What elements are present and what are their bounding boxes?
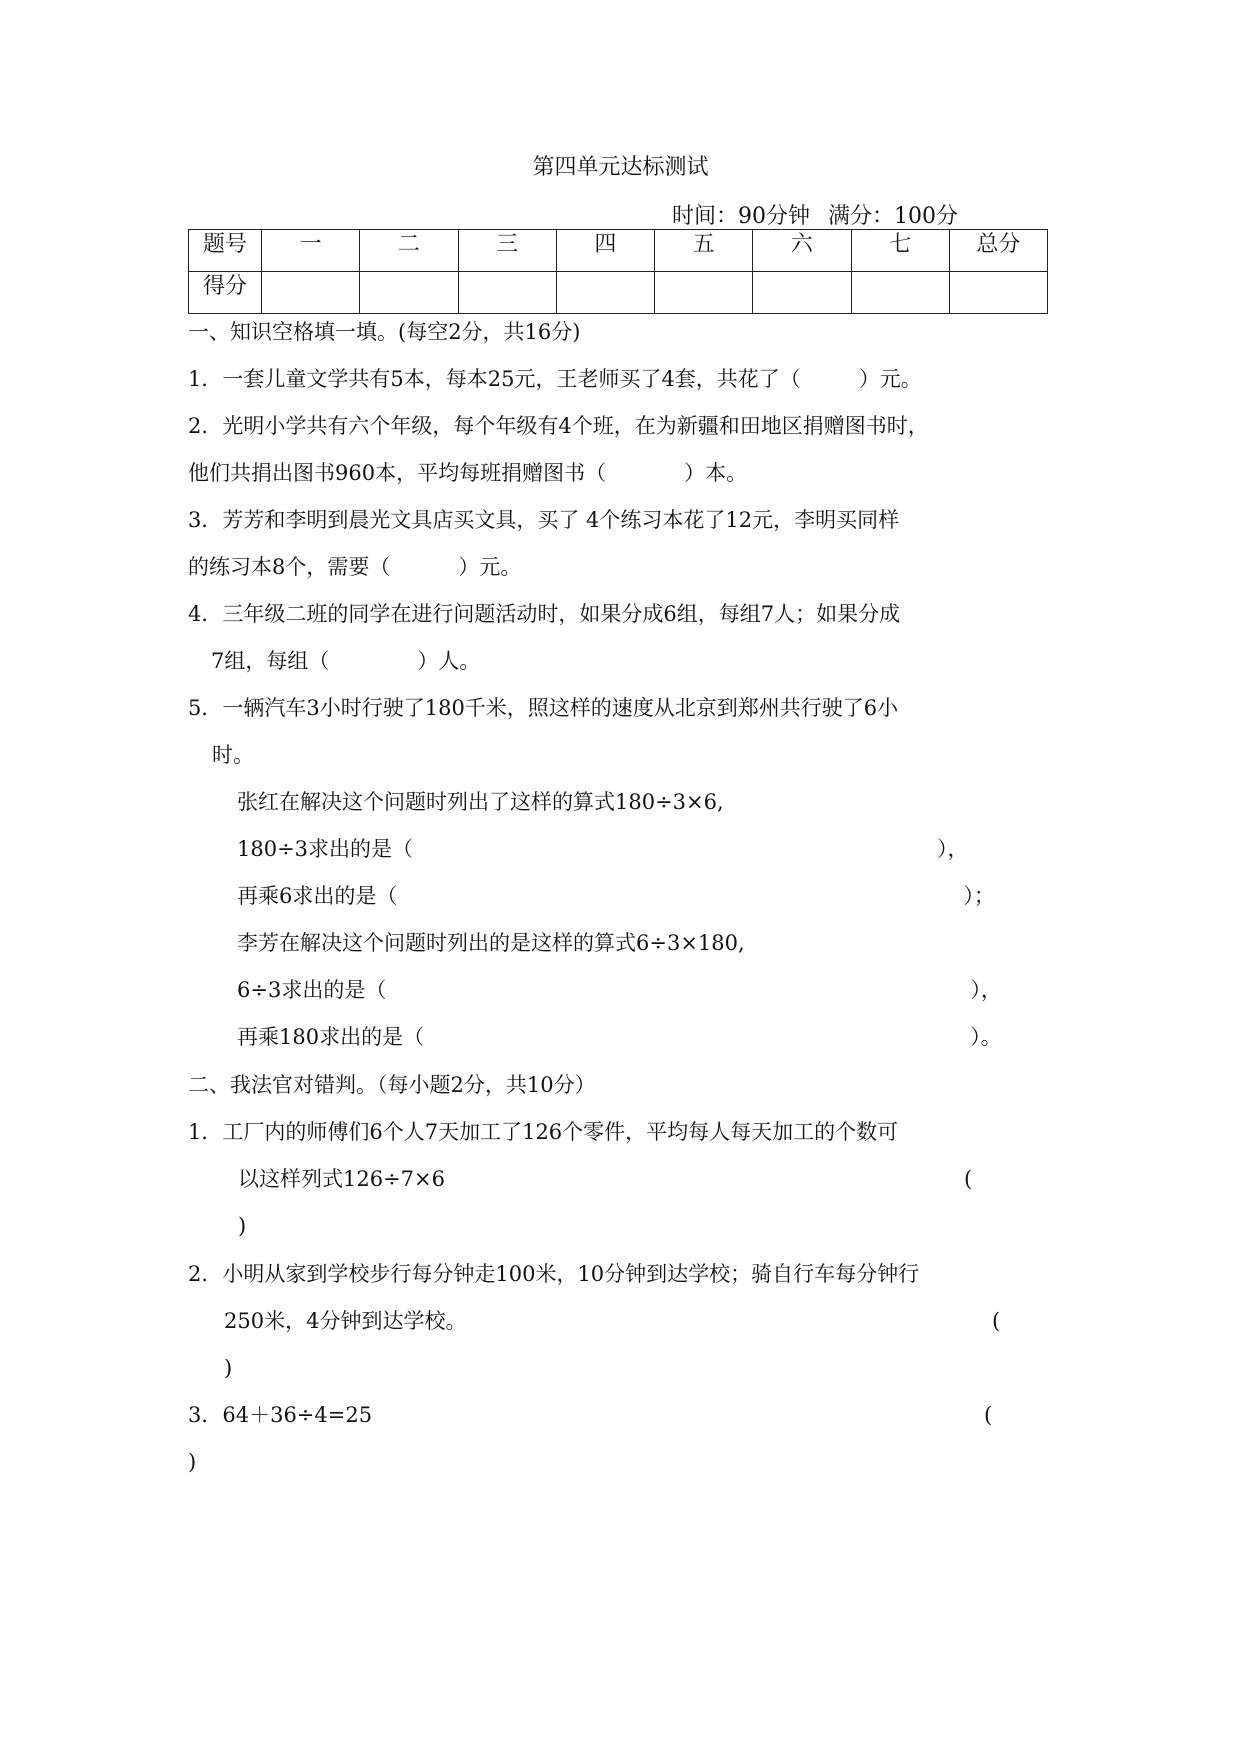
q1-5-sub1-text: 180÷3求出的是（ — [237, 837, 414, 861]
q1-5-sub1 — [237, 839, 969, 860]
q1-3-line2 — [188, 557, 521, 578]
q2-1-answer-close: ) — [238, 1214, 247, 1238]
q1-5-sub2 — [237, 886, 995, 907]
score-table-header-cell: 二 — [360, 230, 458, 272]
score-row-label: 得分 — [189, 272, 262, 314]
score-table-header-cell: 题号 — [189, 230, 262, 272]
score-table-header-cell: 一 — [262, 230, 360, 272]
q1-5-sub3-text: 6÷3求出的是（ — [237, 978, 387, 1002]
q1-5-sub4-end: ）。 — [970, 1025, 1002, 1049]
q1-5-sub2-end: ）； — [963, 884, 995, 908]
score-cell[interactable] — [655, 272, 753, 314]
score-table-score-row — [189, 272, 1048, 314]
score-cell[interactable] — [753, 272, 851, 314]
q1-2-text-end: ）本。 — [684, 461, 748, 485]
q1-5-lifang-formula: 李芳在解决这个问题时列出的是这样的算式6÷3×180, — [237, 931, 745, 955]
q2-1-answer-open[interactable]: ( — [964, 1167, 973, 1191]
q1-5-sub4-text: 再乘180求出的是（ — [237, 1025, 425, 1049]
q2-3-line1: 3．64＋36÷4=25 — [188, 1403, 373, 1427]
q1-5-sub1-end: ）， — [937, 837, 969, 861]
q1-1-text-end: ）元。 — [858, 367, 922, 391]
q1-3-text: 的练习本8个，需要（ — [188, 555, 391, 579]
score-cell[interactable] — [360, 272, 458, 314]
section1-heading: 一、知识空格填一填。(每空2分，共16分) — [188, 320, 581, 344]
q1-5-sub4 — [237, 1027, 1002, 1048]
exam-full-score: 满分：100分 — [828, 204, 958, 229]
score-table-header-cell: 六 — [753, 230, 851, 272]
exam-meta — [672, 206, 958, 228]
score-table — [188, 229, 1048, 314]
q2-2-answer-open[interactable]: ( — [992, 1309, 1001, 1333]
score-table-header-cell: 三 — [458, 230, 556, 272]
q1-4-line2 — [211, 651, 480, 672]
q1-4-text: 7组，每组（ — [211, 649, 330, 673]
q2-1-line1: 1．工厂内的师傅们6个人7天加工了126个零件，平均每人每天加工的个数可 — [188, 1120, 899, 1144]
score-cell[interactable] — [262, 272, 360, 314]
q1-2-line2 — [188, 463, 747, 484]
section2-heading: 二、我法官对错判。（每小题2分，共10分） — [188, 1073, 596, 1097]
q1-3-text-end: ）元。 — [458, 555, 522, 579]
score-table-header-cell: 五 — [655, 230, 753, 272]
q1-3-line1: 3．芳芳和李明到晨光文具店买文具，买了 4个练习本花了12元，李明买同样 — [188, 508, 900, 532]
q1-5-sub2-text: 再乘6求出的是（ — [237, 884, 398, 908]
q1-5-line2: 时。 — [212, 743, 254, 767]
q1-5-zhanghong-formula: 张红在解决这个问题时列出了这样的算式180÷3×6, — [237, 790, 724, 814]
q1-5-line1: 5．一辆汽车3小时行驶了180千米，照这样的速度从北京到郑州共行驶了6小 — [188, 696, 899, 720]
q1-2-line1: 2．光明小学共有六个年级，每个年级有4个班，在为新疆和田地区捐赠图书时， — [188, 414, 929, 438]
score-cell[interactable] — [556, 272, 654, 314]
q2-3-answer-open[interactable]: ( — [984, 1403, 993, 1427]
score-table-header-cell: 四 — [556, 230, 654, 272]
q1-4-line1: 4．三年级二班的同学在进行问题活动时，如果分成6组，每组7人；如果分成 — [188, 602, 901, 626]
q2-2-answer-close: ) — [224, 1356, 233, 1380]
q1-1-text: 1．一套儿童文学共有5本，每本25元，王老师买了4套，共花了（ — [188, 367, 801, 391]
score-table-header-row — [189, 230, 1048, 272]
q1-5-sub3 — [237, 980, 1002, 1001]
q1-4-text-end: ）人。 — [417, 649, 481, 673]
score-cell[interactable] — [851, 272, 949, 314]
score-table-header-cell: 七 — [851, 230, 949, 272]
page-title: 第四单元达标测试 — [532, 155, 709, 180]
q1-5-sub3-end: ）， — [970, 978, 1002, 1002]
q1-1 — [188, 369, 922, 390]
score-table-header-cell: 总分 — [949, 230, 1047, 272]
exam-time: 时间：90分钟 — [672, 204, 810, 229]
q2-1-line2: 以这样列式126÷7×6 — [238, 1167, 445, 1191]
q2-2-line2: 250米，4分钟到达学校。 — [224, 1309, 467, 1333]
score-cell[interactable] — [458, 272, 556, 314]
q2-3-answer-close: ) — [188, 1450, 197, 1474]
q2-2-line1: 2．小明从家到学校步行每分钟走100米，10分钟到达学校；骑自行车每分钟行 — [188, 1262, 920, 1286]
score-cell[interactable] — [949, 272, 1047, 314]
q1-2-text: 他们共捐出图书960本，平均每班捐赠图书（ — [188, 461, 607, 485]
